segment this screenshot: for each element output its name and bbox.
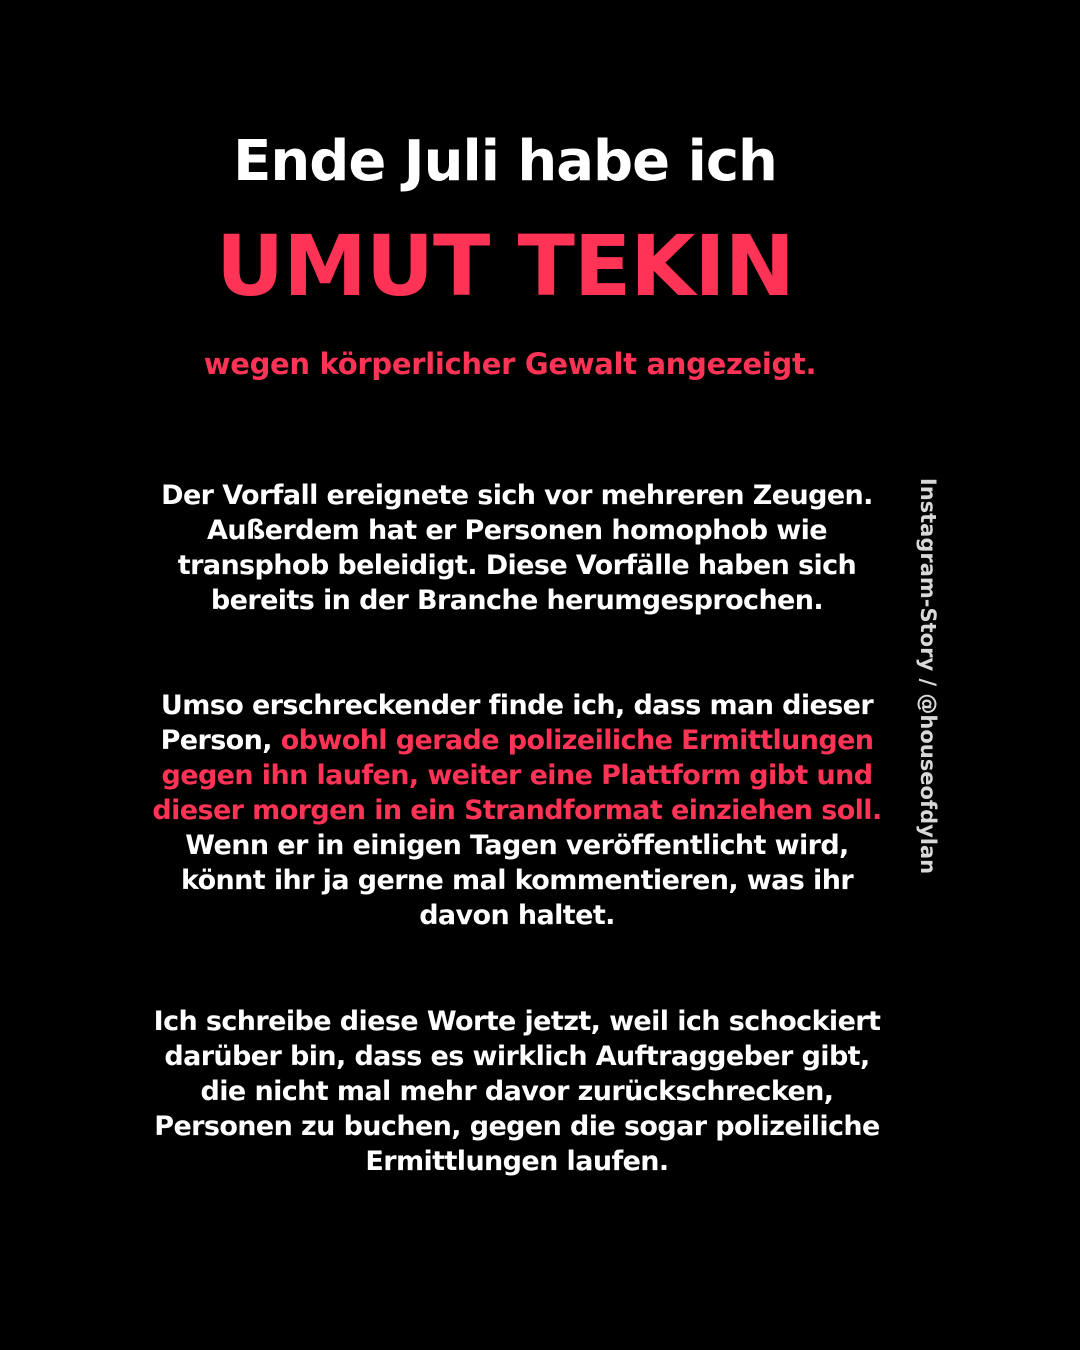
- paragraph-platform-intro: Umso erschreckender finde ich, dass man dieser Person,: [160, 690, 874, 756]
- paragraph-platform-highlight: obwohl gerade polizeiliche Ermittlungen gegen ihn laufen, weiter eine Plattform gibt und dieser morgen in ein Strandformat einziehen soll.: [152, 725, 882, 826]
- accused-name: UMUT TEKIN: [216, 217, 794, 315]
- paragraph-incident: Der Vorfall ereignete sich vor mehreren Zeugen. Außerdem hat er Personen homophob wie transphob beleidigt. Diese Vorfälle haben sich bereits in der Branche herumgesprochen.: [161, 480, 873, 616]
- headline: Ende Juli habe ich: [233, 129, 777, 194]
- paragraph-platform-outro: Wenn er in einigen Tagen veröffentlicht wird, könnt ihr ja gerne mal kommentieren, was ihr davon haltet.: [180, 830, 854, 931]
- paragraph-platform: [150, 688, 884, 933]
- subline: wegen körperlicher Gewalt angezeigt.: [203, 347, 817, 381]
- paragraph-statement: Ich schreibe diese Worte jetzt, weil ich schockiert darüber bin, dass es wirklich Auftraggeber gibt, die nicht mal mehr davor zurückschrecken, Personen zu buchen, gegen die sogar polizeiliche Ermittlungen laufen.: [153, 1006, 881, 1177]
- source-credit: Instagram-Story / @houseofdylan: [916, 477, 940, 875]
